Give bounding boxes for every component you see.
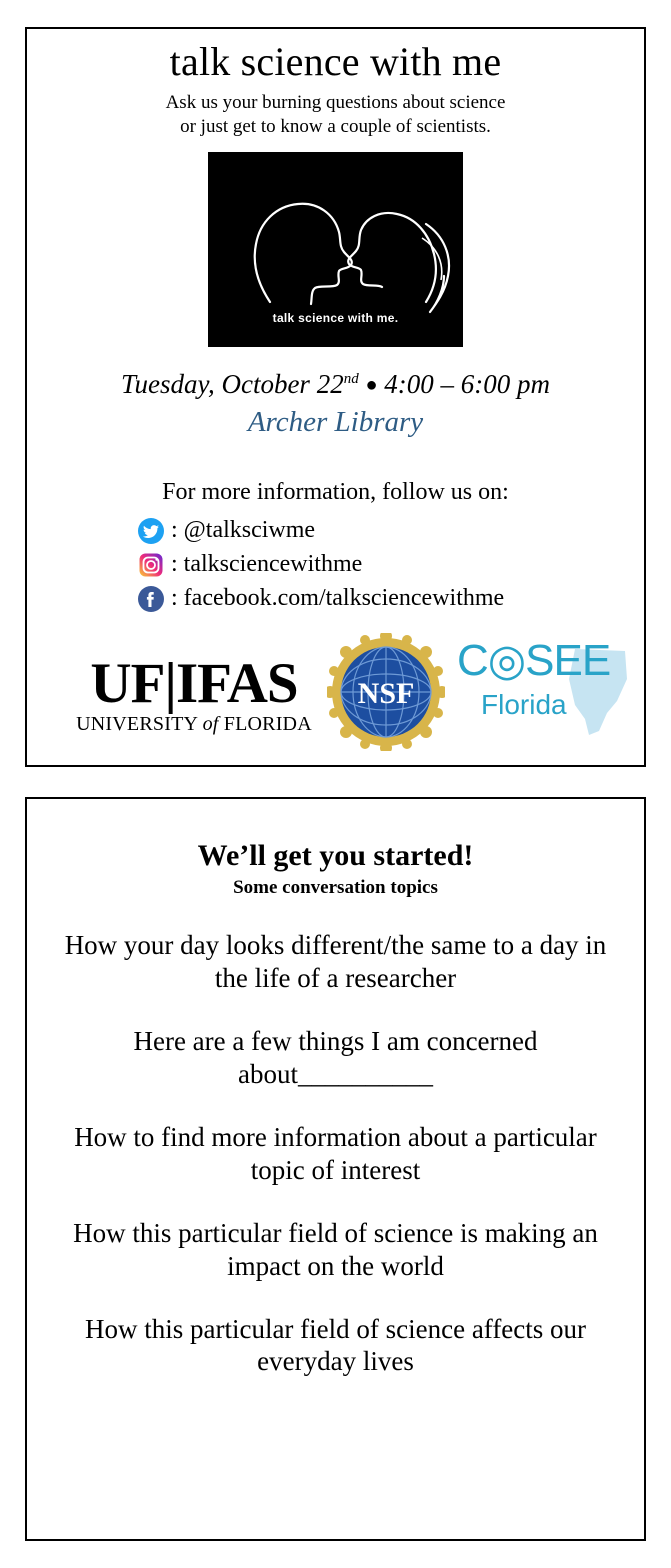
topics-subtitle: Some conversation topics bbox=[233, 877, 438, 898]
logo-caption: talk science with me. bbox=[272, 310, 399, 325]
flyer-subtitle bbox=[27, 91, 644, 140]
flyer-title: talk science with me bbox=[169, 39, 502, 84]
event-venue: Archer Library bbox=[247, 405, 424, 438]
list-item: Here are a few things I am concerned about__________ bbox=[133, 1025, 538, 1089]
topics-title: We’ll get you started! bbox=[197, 839, 474, 872]
event-date-ordinal: nd bbox=[343, 370, 359, 387]
flyer-subtitle-line-2: or just get to know a couple of scientists. bbox=[180, 116, 491, 138]
twitter-icon bbox=[137, 517, 165, 545]
uf-tagline-of: of bbox=[202, 713, 219, 736]
event-datetime bbox=[27, 369, 644, 400]
uf-tagline-university: UNIVERSITY bbox=[76, 713, 198, 736]
uf-ifas-tagline bbox=[69, 713, 319, 736]
list-item[interactable] bbox=[137, 514, 644, 548]
info-heading: For more information, follow us on: bbox=[162, 478, 509, 505]
list-item[interactable] bbox=[137, 548, 644, 582]
talk-science-logo-image bbox=[208, 152, 463, 347]
event-time: 4:00 – 6:00 pm bbox=[384, 368, 551, 399]
nsf-logo bbox=[327, 633, 445, 751]
event-separator: ● bbox=[365, 373, 378, 396]
uf-ifas-wordmark: UF|IFAS bbox=[90, 652, 298, 715]
flyer-subtitle-line-1: Ask us your burning questions about science bbox=[165, 92, 506, 113]
cosee-wordmark: C◎SEE bbox=[457, 636, 611, 685]
social-list bbox=[27, 514, 644, 616]
list-item: How this particular field of science is making an impact on the world bbox=[73, 1217, 598, 1281]
list-item: How your day looks different/the same to a day in the life of a researcher bbox=[64, 930, 607, 993]
list-item: How to find more information about a particular topic of interest bbox=[74, 1121, 597, 1185]
facebook-handle: : facebook.com/talksciencewithme bbox=[171, 585, 505, 612]
uf-tagline-florida: FLORIDA bbox=[223, 713, 312, 736]
sponsor-logos bbox=[27, 633, 644, 751]
twitter-handle: : @talksciwme bbox=[171, 517, 316, 544]
instagram-icon bbox=[137, 551, 165, 579]
flyer-card bbox=[25, 27, 646, 767]
uf-ifas-logo bbox=[69, 652, 319, 736]
event-date: Tuesday, October 22 bbox=[120, 368, 344, 399]
cosee-florida-label: Florida bbox=[481, 689, 567, 720]
cosee-florida-logo bbox=[457, 636, 632, 749]
facebook-icon bbox=[137, 585, 165, 613]
svg-text:NSF: NSF bbox=[357, 677, 415, 710]
instagram-handle: : talksciencewithme bbox=[171, 551, 363, 578]
list-item: How this particular field of science affects our everyday lives bbox=[84, 1313, 587, 1377]
list-item[interactable] bbox=[137, 582, 644, 616]
conversation-topics-card bbox=[25, 797, 646, 1541]
